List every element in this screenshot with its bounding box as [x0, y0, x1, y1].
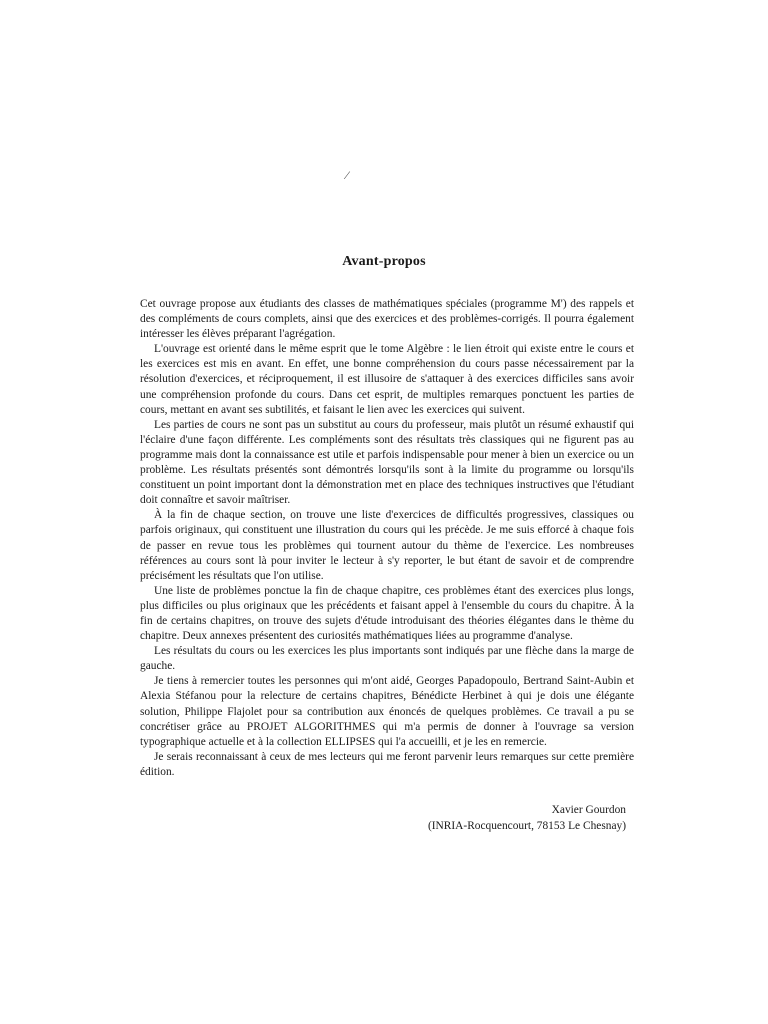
body-text — [140, 297, 634, 780]
paragraph: Les résultats du cours ou les exercices les plus importants sont indiqués par une flèche dans la marge de gauche. — [140, 645, 634, 673]
paragraph: Une liste de problèmes ponctue la fin de chaque chapitre, ces problèmes étant des exercices plus longs, plus difficiles ou plus originaux que les précédents et faisant appel à l'ensemble du cours du chapitre. À la fin de certains chapitres, on trouve des sujets d'étude introduisant des théories élégantes dans le thème du chapitre. Deux annexes présentent des curiosités mathématiques liées au programme d'analyse. — [140, 584, 634, 643]
paragraph: L'ouvrage est orienté dans le même esprit que le tome Algèbre : le lien étroit qui existe entre le cours et les exercices est mis en avant. En effet, une bonne compréhension du cours passe nécessairement par la résolution d'exercices, et réciproquement, il est illusoire de s'attaquer à des exercices difficiles sans avoir une compréhension profonde du cours. Dans cet esprit, de multiples remarques ponctuent les parties de cours, mettant en avant ses subtilités, et faisant le lien avec les exercices qui suivent. — [140, 343, 634, 416]
paragraph: Les parties de cours ne sont pas un substitut au cours du professeur, mais plutôt un résumé exhaustif qui l'éclaire d'une façon différente. Les compléments sont des résultats très classiques qui ne figurent pas au programme mais dont la connaissance est utile et parfois indispensable pour mener à bien un exercice ou un problème. Les résultats présentés sont démontrés lorsqu'ils sont à la limite du programme ou lorsqu'ils constituent un point important dont la démonstration met en place des techniques instructives que l'étudiant doit connaître et savoir maîtriser. — [140, 418, 634, 507]
scan-mark: ⁄ — [346, 168, 349, 182]
author-name: Xavier Gourdon — [551, 804, 626, 816]
signature — [428, 803, 626, 834]
author-affiliation: (INRIA-Rocquencourt, 78153 Le Chesnay) — [427, 819, 626, 832]
paragraph: Je serais reconnaissant à ceux de mes lecteurs qui me feront parvenir leurs remarques sur cette première édition. — [140, 750, 634, 778]
paragraph: Je tiens à remercier toutes les personnes qui m'ont aidé, Georges Papadopoulo, Bertrand Saint-Aubin et Alexia Stéfanou pour la relecture de certains chapitres, Bénédicte Herbinet à qui je dois une élégante solution, Philippe Flajolet pour sa contribution aux énoncés de quelques problèmes. Ce travail a pu se concrétiser grâce au PROJET ALGORITHMES qui m'a permis de donner à l'ouvrage sa version typographique actuelle et à la collection ELLIPSES qui l'a accueilli, et je les en remercie. — [140, 675, 634, 748]
paragraph: Cet ouvrage propose aux étudiants des classes de mathématiques spéciales (programme M') des rappels et des compléments de cours complets, ainsi que des exercices et des problèmes-corrigés. Il pourra également intéresser les élèves préparant l'agrégation. — [140, 298, 634, 341]
paragraph: À la fin de chaque section, on trouve une liste d'exercices de difficultés progressives, classiques ou parfois originaux, qui constituent une illustration du cours qui les précède. Je me suis efforcé à chaque fois de passer en revue tous les problèmes qui tournent autour du thème de l'exercice. Les nombreuses références au cours sont là pour inviter le lecteur à s'y reporter, le but étant de savoir et de comprendre précisément les résultats que l'on utilise. — [140, 509, 634, 582]
page-title: Avant-propos — [342, 254, 426, 269]
